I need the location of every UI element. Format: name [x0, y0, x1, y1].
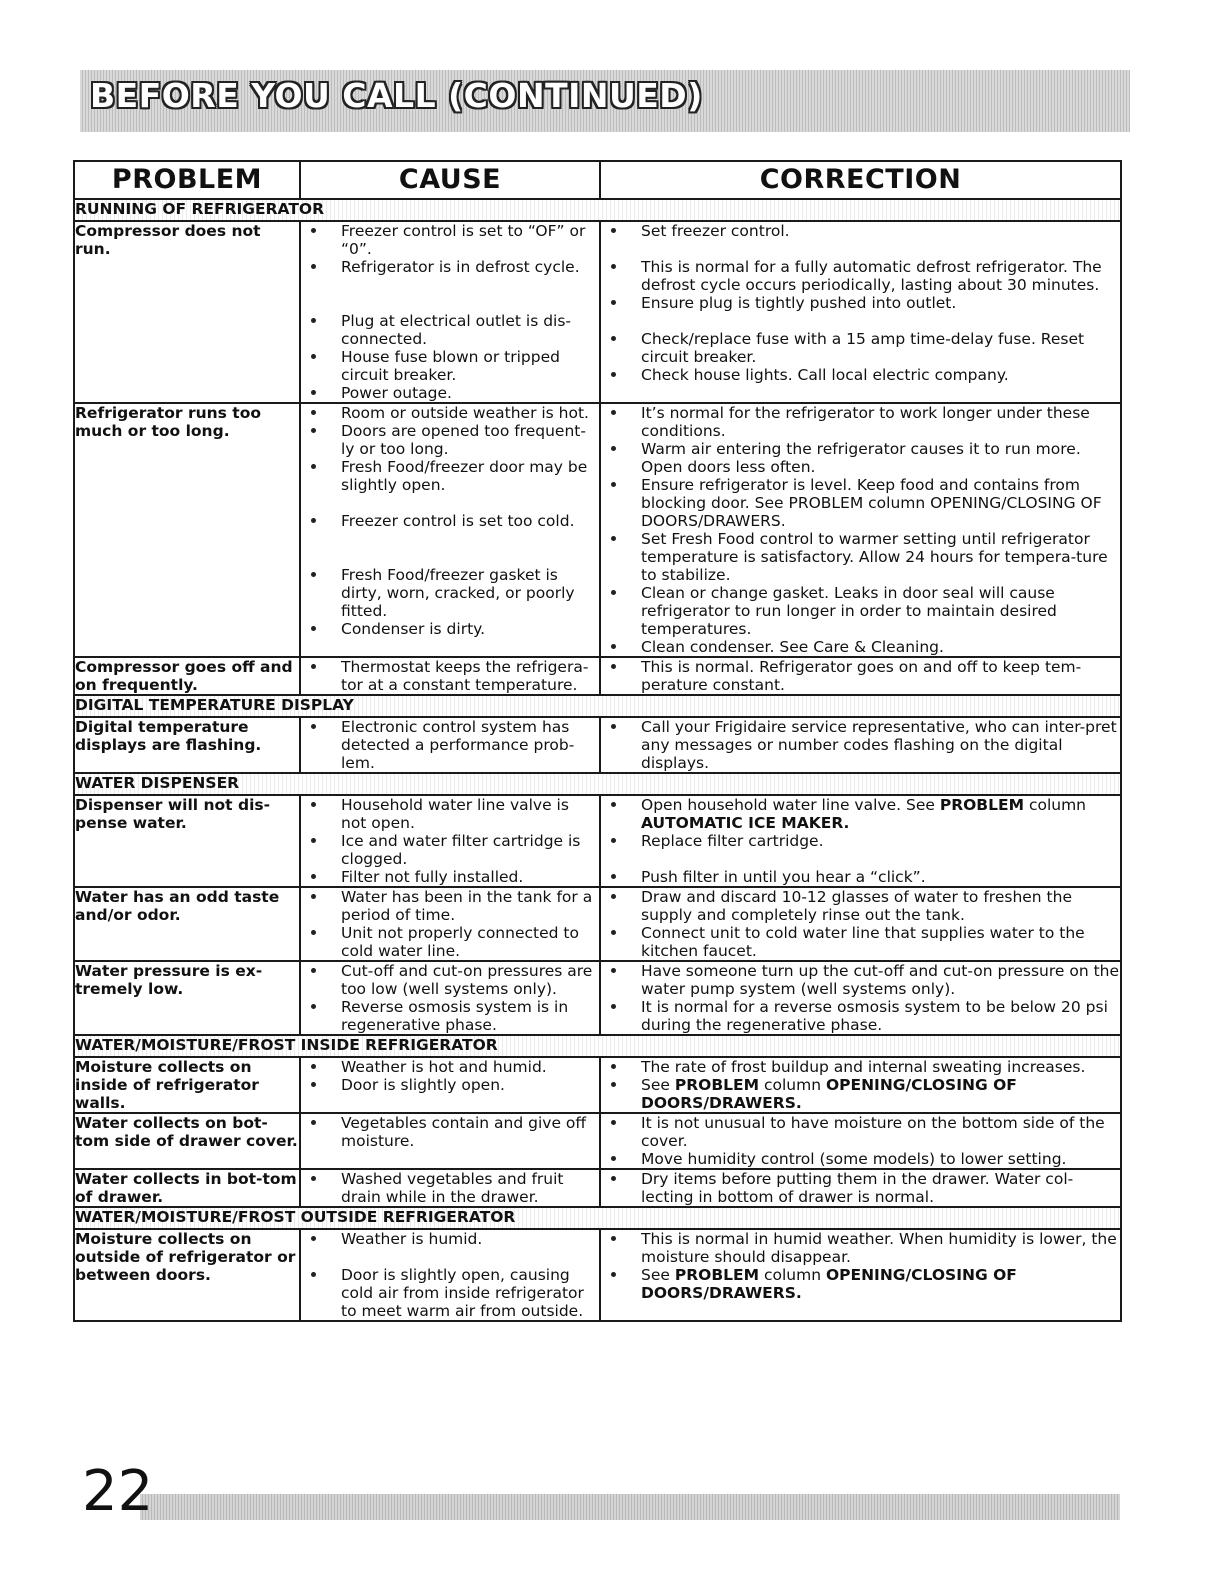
- table-row: [74, 403, 1121, 657]
- problem-column-header: PROBLEM: [74, 161, 300, 199]
- cause-item: Fresh Food/freezer gasket is dirty, worn, cracked, or poorly fitted.: [301, 566, 599, 620]
- correction-cell: [600, 657, 1121, 695]
- problem-cell: Moisture collects on inside of refrigerator walls.: [74, 1057, 300, 1113]
- correction-item: The rate of frost buildup and internal sweating increases.: [601, 1058, 1120, 1076]
- cause-item: Doors are opened too frequent-ly or too long.: [301, 422, 599, 458]
- correction-item: Replace filter cartridge.: [601, 832, 1120, 850]
- correction-item: Set Fresh Food control to warmer setting until refrigerator temperature is satisfactory. Allow 24 hours for tempera-ture to stabilize.: [601, 530, 1120, 584]
- correction-item: Draw and discard 10-12 glasses of water to freshen the supply and completely rinse out the tank.: [601, 888, 1120, 924]
- cause-cell: [300, 887, 600, 961]
- correction-item: Dry items before putting them in the drawer. Water col-lecting in bottom of drawer is normal.: [601, 1170, 1120, 1206]
- correction-item: Move humidity control (some models) to lower setting.: [601, 1150, 1120, 1168]
- cause-item: Filter not fully installed.: [301, 868, 599, 886]
- section-row: [74, 1207, 1121, 1229]
- cause-item: Power outage.: [301, 384, 599, 402]
- correction-item: Check/replace fuse with a 15 amp time-delay fuse. Reset circuit breaker.: [601, 330, 1120, 366]
- problem-cell: Digital temperature displays are flashing.: [74, 717, 300, 773]
- header-banner: [80, 70, 1130, 132]
- section-row: [74, 1035, 1121, 1057]
- table-header-row: [74, 161, 1121, 199]
- problem-cell: Water collects on bot-tom side of drawer cover.: [74, 1113, 300, 1169]
- cause-item: Thermostat keeps the refrigera-tor at a constant temperature.: [301, 658, 599, 694]
- cause-item: Plug at electrical outlet is dis-connected.: [301, 312, 599, 348]
- correction-column-header: CORRECTION: [600, 161, 1121, 199]
- section-title: WATER/MOISTURE/FROST OUTSIDE REFRIGERATOR: [74, 1207, 1121, 1229]
- cause-item: House fuse blown or tripped circuit breaker.: [301, 348, 599, 384]
- correction-item: This is normal in humid weather. When humidity is lower, the moisture should disappear.: [601, 1230, 1120, 1266]
- problem-cell: Water collects in bot-tom of drawer.: [74, 1169, 300, 1207]
- cause-cell: [300, 403, 600, 657]
- correction-cell: [600, 221, 1121, 403]
- cause-cell: [300, 657, 600, 695]
- page-number: 22: [82, 1459, 154, 1524]
- table-row: [74, 795, 1121, 887]
- cause-item: Washed vegetables and fruit drain while in the drawer.: [301, 1170, 599, 1206]
- table-row: [74, 221, 1121, 403]
- cause-item: Unit not properly connected to cold water line.: [301, 924, 599, 960]
- cause-cell: [300, 795, 600, 887]
- section-row: [74, 773, 1121, 795]
- correction-item: Warm air entering the refrigerator causes it to run more. Open doors less often.: [601, 440, 1120, 476]
- problem-cell: Refrigerator runs too much or too long.: [74, 403, 300, 657]
- cause-item: Freezer control is set to “OF” or “0”.: [301, 222, 599, 258]
- correction-item: This is normal. Refrigerator goes on and off to keep tem-perature constant.: [601, 658, 1120, 694]
- table-row: [74, 1057, 1121, 1113]
- cause-cell: [300, 1113, 600, 1169]
- cause-item: Cut-off and cut-on pressures are too low (well systems only).: [301, 962, 599, 998]
- cause-item: Weather is humid.: [301, 1230, 599, 1248]
- correction-item: Call your Frigidaire service representative, who can inter-pret any messages or number codes flashing on the digital displays.: [601, 718, 1120, 772]
- troubleshooting-table: [73, 160, 1122, 1322]
- correction-item: Clean condenser. See Care & Cleaning.: [601, 638, 1120, 656]
- footer-bar: [140, 1494, 1120, 1520]
- cause-item: Room or outside weather is hot.: [301, 404, 599, 422]
- problem-cell: Water pressure is ex-tremely low.: [74, 961, 300, 1035]
- correction-cell: [600, 717, 1121, 773]
- page-title: BEFORE YOU CALL (CONTINUED): [90, 76, 703, 115]
- table-row: [74, 717, 1121, 773]
- cause-item: Freezer control is set too cold.: [301, 512, 599, 530]
- section-title: WATER DISPENSER: [74, 773, 1121, 795]
- cause-cell: [300, 1169, 600, 1207]
- section-title: DIGITAL TEMPERATURE DISPLAY: [74, 695, 1121, 717]
- correction-item: See PROBLEM column OPENING/CLOSING OF DOORS/DRAWERS.: [601, 1266, 1120, 1302]
- section-row: [74, 695, 1121, 717]
- cause-item: Weather is hot and humid.: [301, 1058, 599, 1076]
- problem-cell: Water has an odd taste and/or odor.: [74, 887, 300, 961]
- correction-item: Ensure plug is tightly pushed into outlet.: [601, 294, 1120, 312]
- cause-item: Vegetables contain and give off moisture.: [301, 1114, 599, 1150]
- table-row: [74, 657, 1121, 695]
- section-row: [74, 199, 1121, 221]
- correction-item: It’s normal for the refrigerator to work longer under these conditions.: [601, 404, 1120, 440]
- correction-item: This is normal for a fully automatic defrost refrigerator. The defrost cycle occurs periodically, lasting about 30 minutes.: [601, 258, 1120, 294]
- correction-item: Open household water line valve. See PROBLEM column AUTOMATIC ICE MAKER.: [601, 796, 1120, 832]
- cause-column-header: CAUSE: [300, 161, 600, 199]
- correction-cell: [600, 403, 1121, 657]
- cause-item: Door is slightly open, causing cold air from inside refrigerator to meet warm air from outside.: [301, 1266, 599, 1320]
- problem-cell: Compressor does not run.: [74, 221, 300, 403]
- correction-item: Push filter in until you hear a “click”.: [601, 868, 1120, 886]
- correction-item: Check house lights. Call local electric company.: [601, 366, 1120, 384]
- table-row: [74, 887, 1121, 961]
- correction-item: See PROBLEM column OPENING/CLOSING OF DOORS/DRAWERS.: [601, 1076, 1120, 1112]
- problem-cell: Dispenser will not dis-pense water.: [74, 795, 300, 887]
- table-row: [74, 1113, 1121, 1169]
- correction-item: It is not unusual to have moisture on the bottom side of the cover.: [601, 1114, 1120, 1150]
- correction-cell: [600, 795, 1121, 887]
- cause-cell: [300, 961, 600, 1035]
- correction-item: Clean or change gasket. Leaks in door seal will cause refrigerator to run longer in order to maintain desired temperatures.: [601, 584, 1120, 638]
- correction-item: Set freezer control.: [601, 222, 1120, 240]
- correction-cell: [600, 1057, 1121, 1113]
- cause-cell: [300, 1229, 600, 1321]
- cause-item: Household water line valve is not open.: [301, 796, 599, 832]
- correction-cell: [600, 961, 1121, 1035]
- cause-cell: [300, 1057, 600, 1113]
- cause-item: Reverse osmosis system is in regenerative phase.: [301, 998, 599, 1034]
- cause-item: Electronic control system has detected a performance prob-lem.: [301, 718, 599, 772]
- table-row: [74, 961, 1121, 1035]
- cause-item: Water has been in the tank for a period of time.: [301, 888, 599, 924]
- correction-item: Ensure refrigerator is level. Keep food and contains from blocking door. See PROBLEM column OPENING/CLOSING OF DOORS/DRAWERS.: [601, 476, 1120, 530]
- cause-item: Fresh Food/freezer door may be slightly open.: [301, 458, 599, 494]
- section-title: WATER/MOISTURE/FROST INSIDE REFRIGERATOR: [74, 1035, 1121, 1057]
- problem-cell: Compressor goes off and on frequently.: [74, 657, 300, 695]
- table-row: [74, 1169, 1121, 1207]
- correction-cell: [600, 1229, 1121, 1321]
- correction-item: Connect unit to cold water line that supplies water to the kitchen faucet.: [601, 924, 1120, 960]
- correction-cell: [600, 1113, 1121, 1169]
- correction-item: Have someone turn up the cut-off and cut-on pressure on the water pump system (well systems only).: [601, 962, 1120, 998]
- cause-item: Condenser is dirty.: [301, 620, 599, 638]
- cause-item: Door is slightly open.: [301, 1076, 599, 1094]
- cause-item: Refrigerator is in defrost cycle.: [301, 258, 599, 276]
- cause-item: Ice and water filter cartridge is clogged.: [301, 832, 599, 868]
- cause-cell: [300, 221, 600, 403]
- correction-cell: [600, 1169, 1121, 1207]
- correction-cell: [600, 887, 1121, 961]
- table-row: [74, 1229, 1121, 1321]
- problem-cell: Moisture collects on outside of refrigerator or between doors.: [74, 1229, 300, 1321]
- section-title: RUNNING OF REFRIGERATOR: [74, 199, 1121, 221]
- cause-cell: [300, 717, 600, 773]
- correction-item: It is normal for a reverse osmosis system to be below 20 psi during the regenerative phase.: [601, 998, 1120, 1034]
